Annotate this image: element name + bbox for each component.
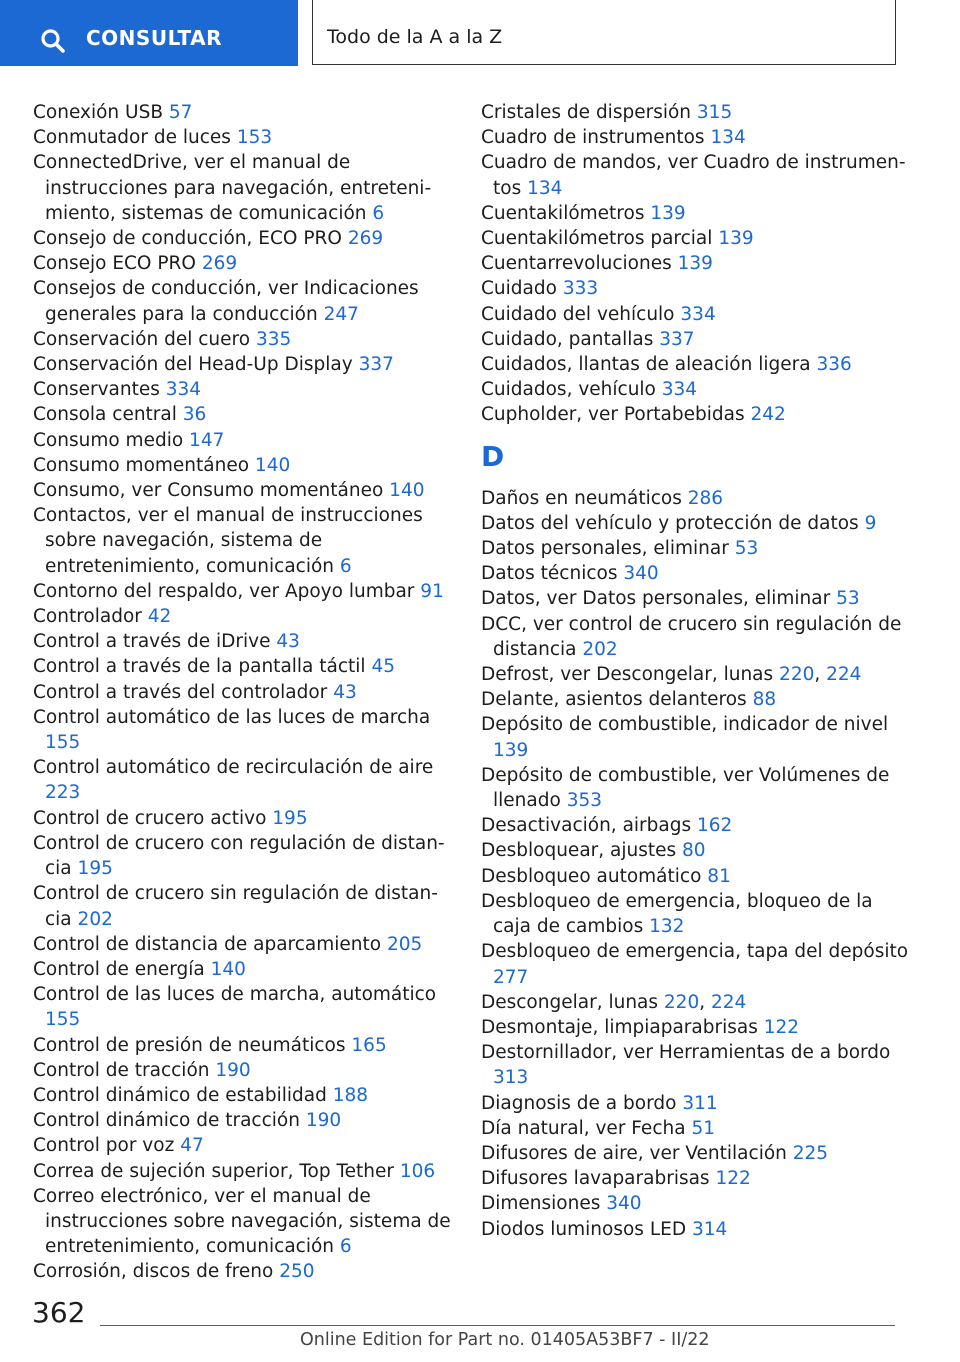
page-link[interactable]: 223 — [45, 782, 81, 804]
index-entry-text: Control de distancia de aparcamiento — [33, 933, 382, 955]
index-entry — [481, 939, 911, 989]
page-link[interactable]: 190 — [305, 1110, 342, 1132]
index-entry-text: Control por voz — [33, 1135, 175, 1157]
page-link[interactable]: 337 — [659, 328, 695, 350]
index-entry-text: Control dinámico de estabilidad — [33, 1084, 327, 1106]
index-entry — [33, 705, 453, 755]
index-entry — [33, 352, 453, 377]
index-entry — [33, 453, 453, 478]
index-entry-text: Cupholder, ver Portabebidas — [481, 404, 745, 426]
index-entry-text: Control de crucero activo — [33, 807, 267, 829]
page-link[interactable]: 195 — [77, 858, 113, 880]
index-entry — [33, 377, 453, 402]
index-entry-text: Consejos de conducción, ver Indicaciones generales para la conducción — [33, 278, 419, 325]
page-link[interactable]: 147 — [189, 429, 225, 451]
page-link[interactable]: 155 — [45, 1009, 81, 1031]
section-letter: D — [481, 439, 505, 473]
index-entry — [481, 889, 911, 939]
index-entry — [481, 1091, 911, 1116]
index-entry-text: Cuadro de mandos, ver Cuadro de instrumentos — [481, 152, 906, 199]
page-link[interactable]: 122 — [763, 1016, 800, 1038]
index-entry-text: Desbloquear, ajustes — [481, 840, 677, 862]
page-link[interactable]: 277 — [493, 966, 529, 988]
index-entry — [33, 604, 453, 629]
index-entry-text: Cuidado del vehículo — [481, 303, 675, 325]
index-entry — [33, 1159, 453, 1184]
page-link[interactable]: 165 — [351, 1034, 387, 1056]
index-entry-text: Cristales de dispersión — [481, 102, 692, 123]
page-link[interactable]: 162 — [697, 815, 733, 837]
page-link[interactable]: 139 — [650, 202, 686, 224]
index-entry — [481, 327, 911, 352]
index-entry-text: Descongelar, lunas — [481, 991, 659, 1013]
index-entry-text: Conservantes — [33, 379, 160, 401]
page-number: 362 — [32, 1296, 86, 1329]
index-entry — [33, 881, 453, 931]
index-entry — [481, 838, 911, 863]
page-link[interactable]: 81 — [707, 865, 731, 887]
page-link[interactable]: 202 — [77, 908, 113, 930]
index-entry — [481, 1040, 911, 1090]
page-link[interactable]: 9 — [864, 512, 877, 534]
index-entry — [481, 251, 911, 276]
consult-button[interactable] — [0, 0, 298, 66]
index-entry-text: Difusores de aire, ver Ventilación — [481, 1142, 787, 1164]
page-link[interactable]: 88 — [752, 689, 777, 711]
page-link[interactable]: 340 — [623, 563, 659, 585]
page-link[interactable]: 314 — [691, 1218, 728, 1240]
index-entry — [33, 932, 453, 957]
page-link[interactable]: 132 — [649, 916, 685, 938]
index-entry — [33, 680, 453, 705]
page-link[interactable]: 188 — [332, 1084, 369, 1106]
index-entry — [33, 831, 453, 881]
index-entry-text: Control de las luces de marcha, automático — [33, 984, 437, 1006]
page-link[interactable]: 311 — [682, 1092, 718, 1114]
index-entry — [481, 763, 911, 813]
page-link[interactable]: 140 — [389, 480, 425, 502]
index-entry — [33, 327, 453, 352]
index-entry — [481, 377, 911, 402]
index-entry — [33, 806, 453, 831]
index-entry-text: DCC, ver control de crucero sin regulación de distancia — [481, 613, 902, 660]
index-entry-text: Conservación del cuero — [33, 328, 251, 350]
index-entry — [481, 712, 911, 762]
page-link[interactable]: 134 — [527, 177, 563, 199]
index-entry-text: Cuentakilómetros parcial — [481, 228, 713, 250]
index-entry-text: Consejo ECO PRO — [33, 253, 196, 275]
consult-label: CONSULTAR — [86, 26, 222, 50]
index-entry-text: Control automático de las luces de marcha — [33, 706, 431, 728]
page-link[interactable]: 224 — [826, 664, 862, 686]
index-entry-text: Control de energía — [33, 958, 205, 980]
page-link[interactable]: 286 — [687, 487, 724, 509]
index-entry-text: Correo electrónico, ver el manual de instrucciones sobre navegación, sistema de entretenimiento, comunicación — [33, 1185, 451, 1258]
index-entry — [481, 1166, 911, 1191]
top-bar — [0, 0, 960, 66]
index-entry-text: Control de presión de neumáticos — [33, 1034, 346, 1056]
page-link[interactable]: 202 — [582, 638, 618, 660]
index-entry-text: Delante, asientos delanteros — [481, 689, 747, 711]
index-entry — [481, 100, 911, 125]
index-entry-text: Dimensiones — [481, 1193, 601, 1215]
index-entry — [481, 1141, 911, 1166]
index-entry-text: Consumo medio — [33, 429, 184, 451]
index-entry-text: Control a través de la pantalla táctil — [33, 656, 366, 678]
index-entry-text: Control de crucero sin regulación de distancia — [33, 883, 438, 930]
page-link[interactable]: 139 — [677, 253, 713, 275]
index-entry-text: Desbloqueo de emergencia, bloqueo de la caja de cambios — [481, 890, 873, 938]
index-entry-text: Desmontaje, limpiaparabrisas — [481, 1016, 758, 1038]
page-link[interactable]: 6 — [372, 202, 385, 224]
index-entry — [481, 402, 911, 427]
page-link[interactable]: 195 — [272, 807, 308, 829]
index-group-d — [481, 486, 911, 1242]
page-link[interactable]: 139 — [718, 228, 754, 250]
page-link[interactable]: 337 — [358, 354, 394, 376]
index-entry-text: Datos del vehículo y protección de datos — [481, 512, 859, 534]
page-link[interactable]: 333 — [562, 278, 599, 300]
page-link[interactable]: 45 — [371, 656, 396, 678]
index-entry-text: Conmutador de luces — [33, 127, 231, 149]
index-entry — [481, 150, 911, 200]
index-entry — [33, 402, 453, 427]
index-entry — [481, 125, 911, 150]
index-entry-text: Contorno del respaldo, ver Apoyo lumbar — [33, 580, 415, 602]
index-entry — [33, 276, 453, 326]
index-entry — [33, 428, 453, 453]
index-entry — [481, 813, 911, 838]
page-link[interactable]: 140 — [210, 958, 246, 980]
index-entry-text: Desbloqueo de emergencia, tapa del depósito — [481, 941, 909, 963]
index-entry-text: Defrost, ver Descongelar, lunas — [481, 664, 774, 686]
index-entry-text: Depósito de combustible, ver Volúmenes de llenado — [481, 764, 890, 812]
index-entry — [33, 755, 453, 805]
index-entry-text: Control automático de recirculación de aire — [33, 757, 434, 779]
page-link[interactable]: 51 — [691, 1117, 715, 1139]
index-entry — [481, 302, 911, 327]
breadcrumb-label: Todo de la A a la Z — [327, 26, 503, 48]
index-entry — [33, 1133, 453, 1158]
index-entry-text: Daños en neumáticos — [481, 487, 682, 509]
index-entry — [33, 503, 453, 579]
index-entry-text: Datos personales, eliminar — [481, 538, 729, 560]
index-entry-text: Control a través del controlador — [33, 681, 328, 703]
index-entry — [33, 654, 453, 679]
search-icon — [40, 28, 66, 54]
page-link[interactable]: 334 — [165, 379, 202, 401]
index-entry-text: Destornillador, ver Herramientas de a bordo — [481, 1042, 891, 1064]
index-entry-text: Control de crucero con regulación de distancia — [33, 832, 445, 880]
page-link[interactable]: 134 — [710, 127, 746, 149]
index-entry — [481, 352, 911, 377]
index-entry-text: Conservación del Head-Up Display — [33, 354, 353, 376]
index-entry — [33, 1259, 453, 1284]
index-entry-text: Control dinámico de tracción — [33, 1110, 300, 1132]
index-entry — [481, 864, 911, 889]
index-entry-text: Desbloqueo automático — [481, 865, 702, 887]
index-entry — [481, 586, 911, 611]
index-entry — [33, 150, 453, 226]
page-link[interactable]: 269 — [201, 253, 238, 275]
index-entry-text: Controlador — [33, 606, 142, 628]
index-entry — [33, 629, 453, 654]
index-entry — [33, 251, 453, 276]
index-entry — [481, 536, 911, 561]
index-entry — [481, 687, 911, 712]
page-link[interactable]: 57 — [168, 102, 193, 123]
index-entry — [481, 486, 911, 511]
index-entry-text: Consola central — [33, 404, 177, 426]
index-entry-text: Conexión USB — [33, 102, 164, 123]
page-link[interactable]: 140 — [254, 454, 291, 476]
index-entry — [33, 1108, 453, 1133]
index-entry — [33, 957, 453, 982]
page-link[interactable]: 336 — [816, 354, 852, 376]
index-entry — [481, 1116, 911, 1141]
index-entry-text: Diodos luminosos LED — [481, 1218, 687, 1240]
index-entry — [33, 1033, 453, 1058]
page-link[interactable]: 269 — [347, 228, 384, 250]
index-entry-text: Control a través de iDrive — [33, 631, 271, 653]
index-entry-text: Desactivación, airbags — [481, 815, 692, 837]
index-entry-text: Consumo momentáneo — [33, 454, 250, 476]
page-link[interactable]: 47 — [180, 1135, 204, 1157]
page-link[interactable]: 190 — [215, 1059, 251, 1081]
index-entry — [481, 1217, 911, 1242]
page-link[interactable]: 53 — [734, 538, 759, 560]
page-link[interactable]: 242 — [750, 404, 786, 426]
index-entry — [481, 561, 911, 586]
index-entry — [33, 579, 453, 604]
page-link[interactable]: 340 — [606, 1193, 642, 1215]
page-link[interactable]: 353 — [566, 790, 602, 812]
page-link[interactable]: 6 — [339, 555, 352, 577]
index-entry — [481, 276, 911, 301]
page-link[interactable]: 205 — [387, 933, 423, 955]
page-link[interactable]: 220 — [779, 664, 815, 686]
page-link[interactable]: 247 — [323, 303, 359, 325]
index-entry — [33, 1184, 453, 1260]
index-entry-text: Cuentarrevoluciones — [481, 253, 672, 275]
index-entry-text: Cuidados, vehículo — [481, 379, 656, 401]
page-link[interactable]: 334 — [680, 303, 716, 325]
page-link[interactable]: 250 — [279, 1261, 315, 1283]
index-entry — [33, 982, 453, 1032]
page-link[interactable]: 313 — [493, 1067, 529, 1089]
page-link[interactable]: 220 — [663, 991, 700, 1013]
index-entry — [481, 511, 911, 536]
index-entry — [33, 226, 453, 251]
index-entry-text: Cuidado — [481, 278, 557, 300]
page-link[interactable]: 53 — [836, 588, 860, 610]
index-entry-text: Control de tracción — [33, 1059, 210, 1081]
index-entry — [481, 612, 911, 662]
index-column-right — [481, 100, 911, 1242]
index-entry: Defrost, ver Descongelar, lunas 220, 224 — [481, 664, 862, 686]
index-entry-text: Corrosión, discos de freno — [33, 1261, 274, 1283]
footer-divider — [100, 1325, 895, 1326]
page-link[interactable]: 335 — [255, 328, 292, 350]
page-link[interactable]: 36 — [182, 404, 207, 426]
index-group-c — [481, 100, 911, 428]
index-entry-text: Correa de sujeción superior, Top Tether — [33, 1160, 394, 1182]
page-link[interactable]: 139 — [493, 739, 529, 761]
index-entry-text: Depósito de combustible, indicador de nivel — [481, 714, 889, 736]
index-entry-text: Datos, ver Datos personales, eliminar — [481, 588, 831, 610]
index-entry-text: Cuidados, llantas de aleación ligera — [481, 354, 811, 376]
page-link[interactable]: 334 — [661, 379, 698, 401]
page-link[interactable]: 43 — [276, 631, 300, 653]
index-entry — [481, 226, 911, 251]
index-entry-text: Contactos, ver el manual de instrucciones sobre navegación, sistema de entretenimiento, comunicación — [33, 505, 423, 577]
page-link[interactable]: 42 — [147, 606, 172, 628]
index-entry — [33, 1083, 453, 1108]
index-entry — [481, 201, 911, 226]
index-entry — [481, 1191, 911, 1216]
index-entry-text: Difusores lavaparabrisas — [481, 1168, 710, 1190]
index-entry-text: Consumo, ver Consumo momentáneo — [33, 480, 384, 502]
breadcrumb[interactable] — [312, 0, 896, 65]
index-entry-text: ConnectedDrive, ver el manual de instrucciones para navegación, entretenimiento, sistemas de comunicación — [33, 152, 432, 224]
page-link[interactable]: 225 — [792, 1142, 829, 1164]
page-link[interactable]: 91 — [420, 580, 444, 602]
index-entry-text: Consejo de conducción, ECO PRO — [33, 228, 342, 250]
page-link[interactable]: 43 — [333, 681, 357, 703]
index-entry — [33, 100, 453, 125]
page-link[interactable]: 153 — [236, 127, 273, 149]
index-entry-text: Cuadro de instrumentos — [481, 127, 705, 149]
page-link[interactable]: 106 — [399, 1160, 436, 1182]
index-entry-text: Diagnosis de a bordo — [481, 1092, 677, 1114]
page-link[interactable]: 224 — [710, 991, 747, 1013]
page-link[interactable]: 155 — [45, 732, 81, 754]
index-entry — [33, 478, 453, 503]
index-entry — [481, 1015, 911, 1040]
page-link[interactable]: 80 — [682, 840, 706, 862]
index-entry: Descongelar, lunas 220, 224 — [481, 991, 747, 1013]
footer-edition: Online Edition for Part no. 01405A53BF7 - II/22 — [300, 1330, 710, 1350]
index-entry-text: Cuentakilómetros — [481, 202, 645, 224]
index-entry-text: Cuidado, pantallas — [481, 328, 654, 350]
index-entry-text: Día natural, ver Fecha — [481, 1117, 686, 1139]
index-entry — [33, 125, 453, 150]
page-link[interactable]: 315 — [696, 102, 733, 123]
page-link[interactable]: 6 — [339, 1236, 352, 1258]
index-entry — [33, 1058, 453, 1083]
index-column-left — [33, 100, 453, 1285]
index-entry-text: Datos técnicos — [481, 563, 618, 585]
page-link[interactable]: 122 — [715, 1168, 751, 1190]
